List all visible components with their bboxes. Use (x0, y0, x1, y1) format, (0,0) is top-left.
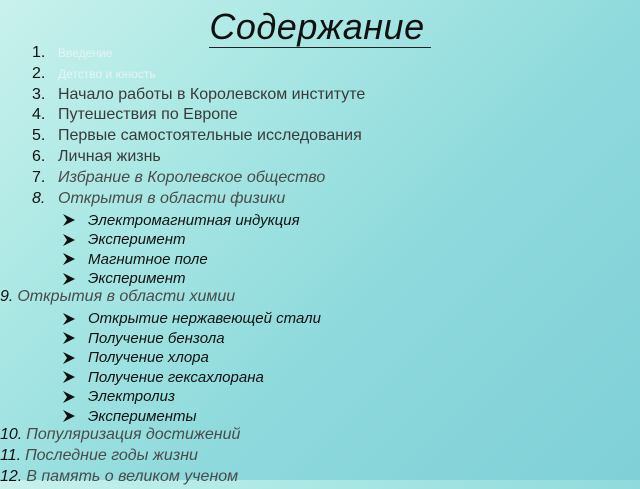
list-item: 7. Избрание в Королевское общество (32, 168, 326, 186)
list-item: 11. Последние годы жизни (0, 446, 198, 464)
chevron-arrow-icon (62, 233, 76, 247)
list-item: 10. Популяризация достижений (0, 426, 241, 444)
physics-sublist (0, 210, 620, 288)
sub-list-item: Эксперименты (0, 407, 620, 427)
contents-list (0, 44, 620, 489)
chevron-arrow-icon (62, 272, 76, 286)
sub-list-item: Эксперимент (0, 269, 620, 289)
list-item: 4. Путешествия по Европе (32, 106, 238, 124)
chevron-arrow-icon (62, 331, 76, 345)
page-title: Содержание (0, 6, 640, 48)
chevron-arrow-icon (62, 390, 76, 404)
list-item: 5. Первые самостоятельные исследования (32, 127, 362, 145)
list-item[interactable]: 2. Детство и юность (32, 64, 156, 82)
sub-list-item: Эксперимент (0, 230, 620, 250)
chevron-arrow-icon (62, 370, 76, 384)
list-item: 3. Начало работы в Королевском институте (32, 85, 366, 103)
sub-list-item: Электролиз (0, 387, 620, 407)
intro-link[interactable]: Введение (58, 46, 113, 60)
sub-list-item: Магнитное поле (0, 249, 620, 269)
list-item: 9. Открытия в области химии (0, 288, 236, 306)
chevron-arrow-icon (62, 351, 76, 365)
chevron-arrow-icon (62, 312, 76, 326)
childhood-link[interactable]: Детство и юность (58, 66, 156, 81)
sub-list-item: Открытие нержавеющей стали (0, 309, 620, 329)
sub-list-item: Получение бензола (0, 329, 620, 349)
sub-list-item: Электромагнитная индукция (0, 210, 620, 230)
chevron-arrow-icon (62, 252, 76, 266)
list-item: 6. Личная жизнь (32, 147, 161, 165)
chevron-arrow-icon (62, 213, 76, 227)
sub-list-item: Получение гексахлорана (0, 368, 620, 388)
list-item[interactable]: 1. Введение (32, 44, 113, 61)
chevron-arrow-icon (62, 409, 76, 423)
sub-list-item: Получение хлора (0, 348, 620, 368)
list-item: 12. В память о великом ученом (0, 467, 239, 485)
list-item: 8. Открытия в области физики (32, 189, 286, 207)
chemistry-sublist (0, 309, 620, 426)
